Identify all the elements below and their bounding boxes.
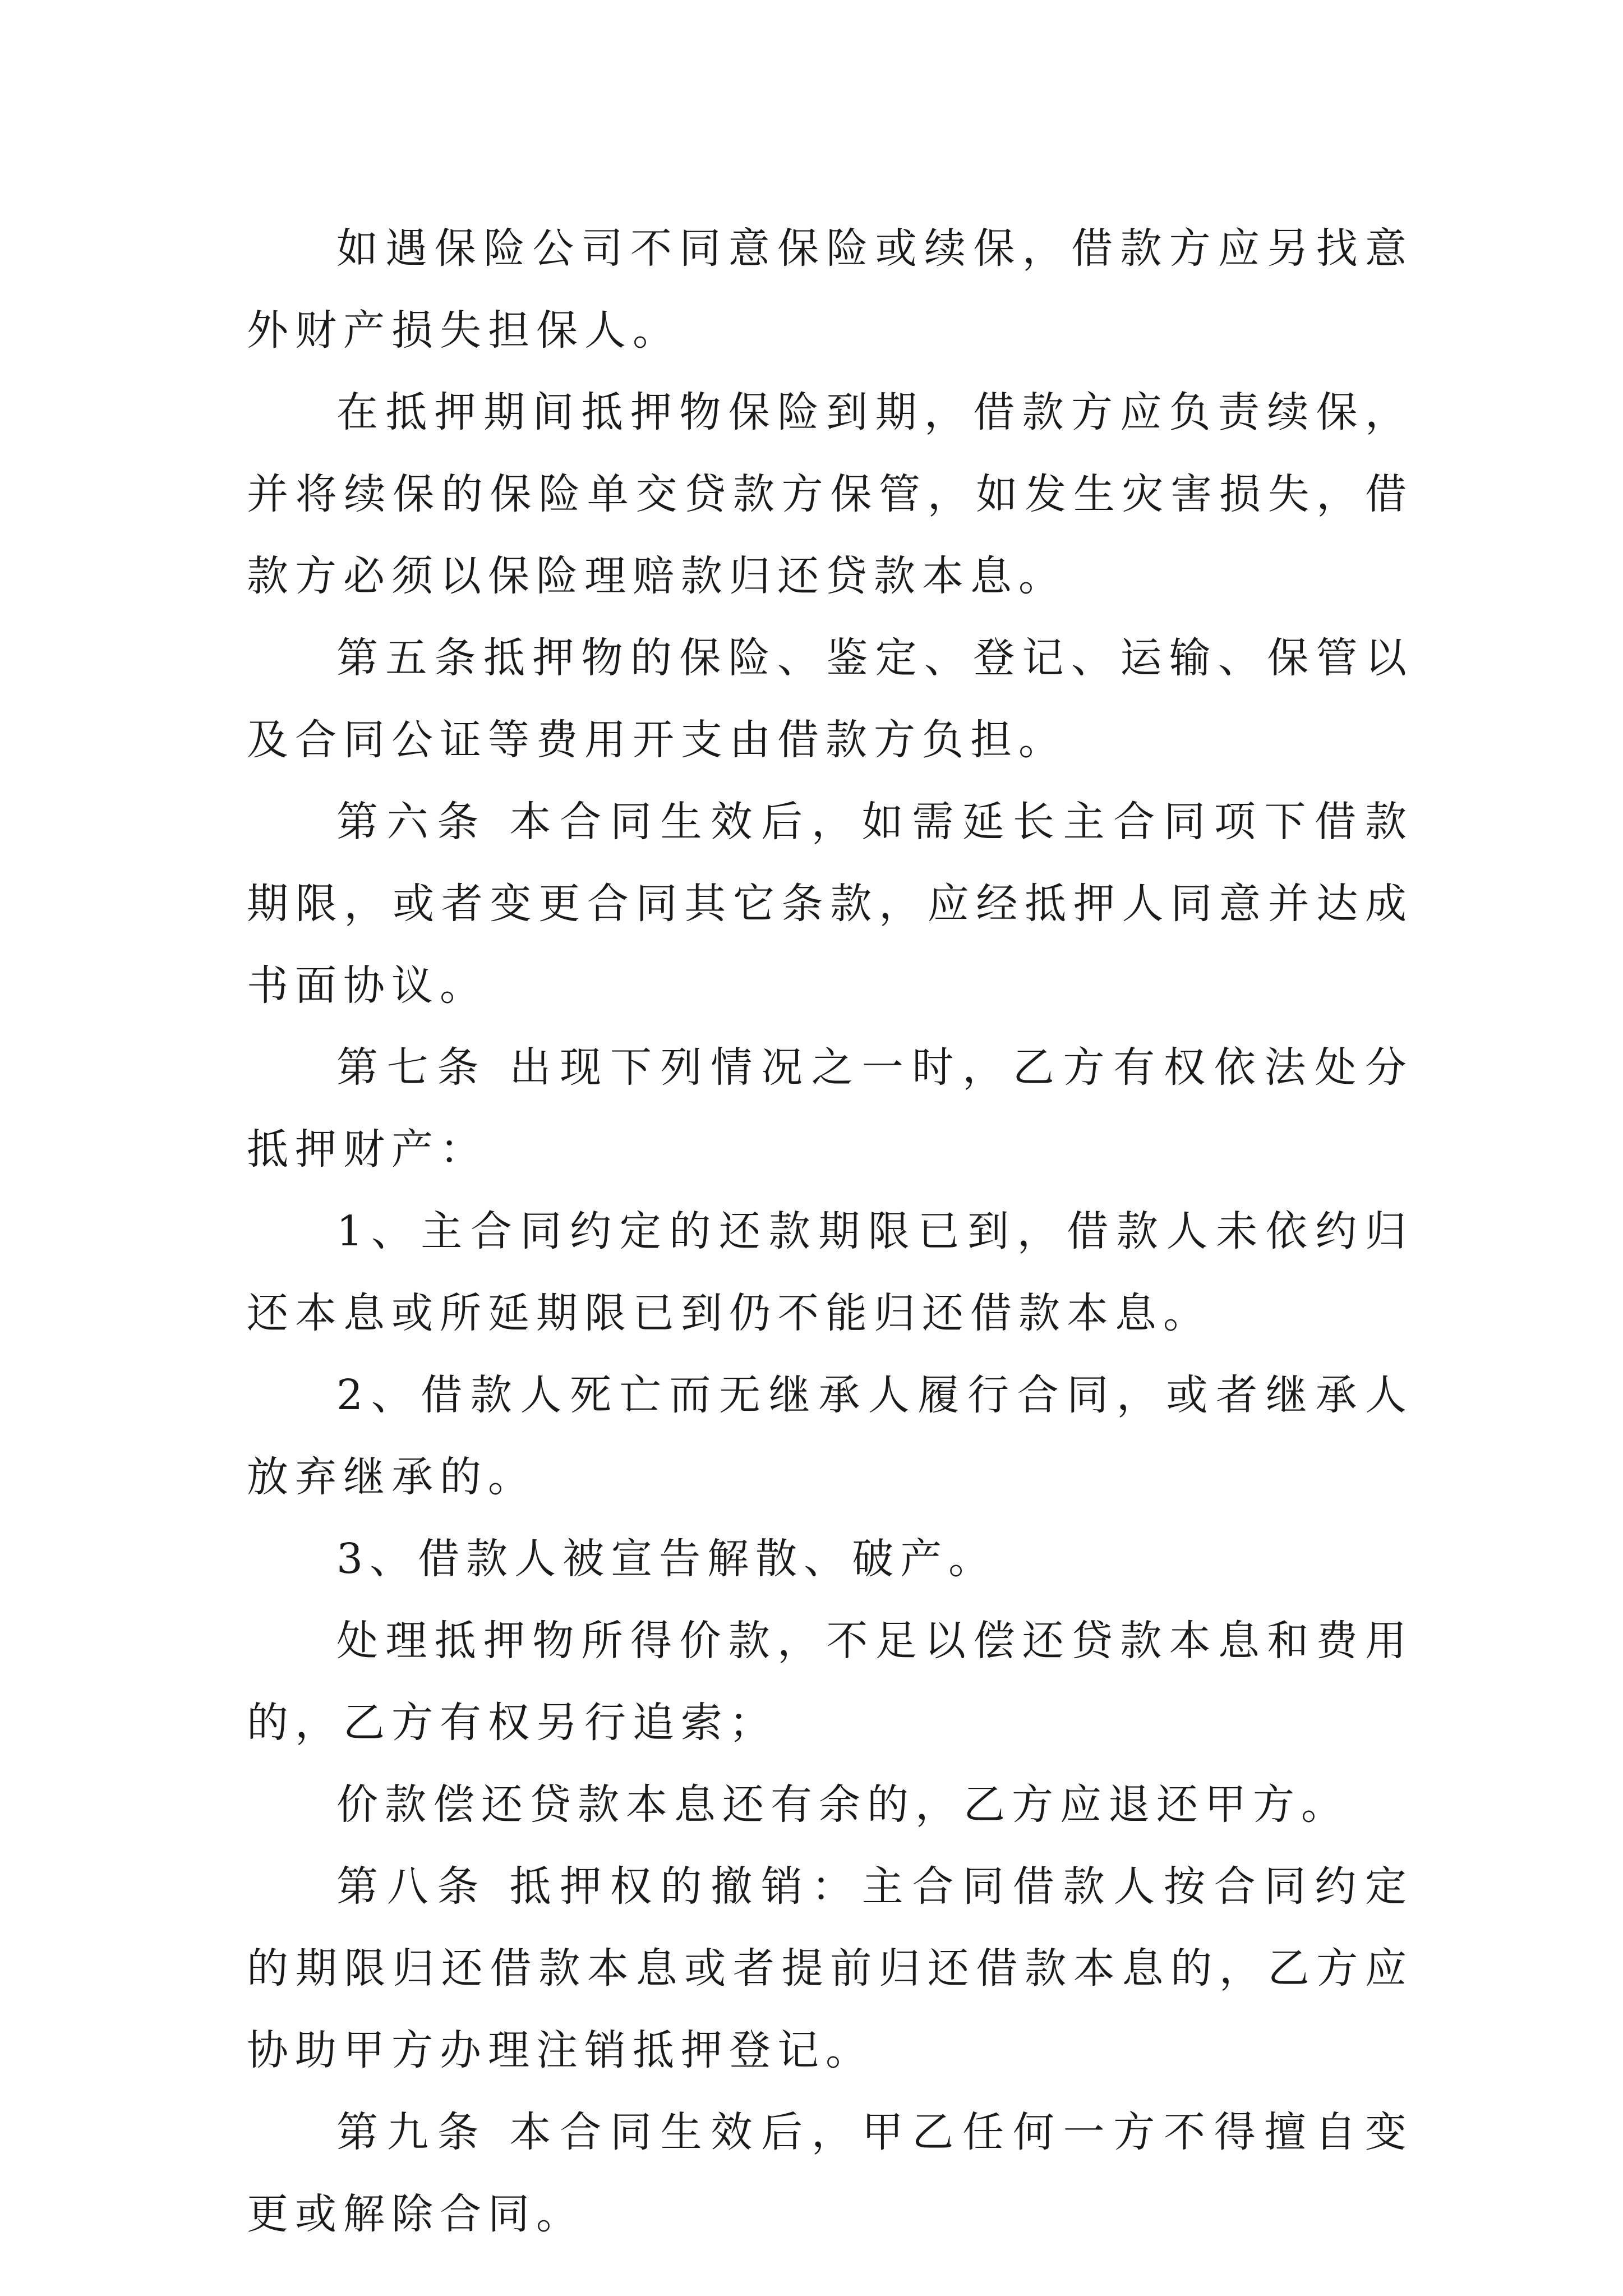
paragraph-insurance-refusal: 如遇保险公司不同意保险或续保，借款方应另找意外财产损失担保人。	[247, 224, 1413, 355]
paragraph-disposal-surplus: 价款偿还贷款本息还有余的，乙方应退还甲方。	[336, 1780, 1349, 1829]
paragraph-article-9: 第九条 本合同生效后，甲乙任何一方不得擅自变更或解除合同。	[247, 2108, 1413, 2238]
paragraph-article-7: 第七条 出现下列情况之一时，乙方有权依法处分抵押财产：	[247, 1043, 1413, 1174]
paragraph-insurance-renewal: 在抵押期间抵押物保险到期，借款方应负责续保，并将续保的保险单交贷款方保管，如发生灾害损失，借款方必须以保险理赔款归还贷款本息。	[247, 388, 1413, 600]
list-item-2: 2、借款人死亡而无继承人履行合同，或者继承人放弃继承的。	[247, 1371, 1413, 1501]
paragraph-article-6: 第六条 本合同生效后，如需延长主合同项下借款期限，或者变更合同其它条款，应经抵押人同意并达成书面协议。	[247, 798, 1413, 1010]
contract-body	[247, 208, 1413, 2255]
paragraph-disposal-shortfall: 处理抵押物所得价款，不足以偿还贷款本息和费用的，乙方有权另行追索；	[247, 1617, 1413, 1747]
list-item-3: 3、借款人被宣告解散、破产。	[336, 1535, 997, 1583]
paragraph-article-8: 第八条 抵押权的撤销：主合同借款人按合同约定的期限归还借款本息或者提前归还借款本息的，乙方应协助甲方办理注销抵押登记。	[247, 1862, 1413, 2074]
list-item-1: 1、主合同约定的还款期限已到，借款人未依约归还本息或所延期限已到仍不能归还借款本息。	[247, 1207, 1413, 1337]
paragraph-article-5: 第五条抵押物的保险、鉴定、登记、运输、保管以及合同公证等费用开支由借款方负担。	[247, 634, 1413, 764]
